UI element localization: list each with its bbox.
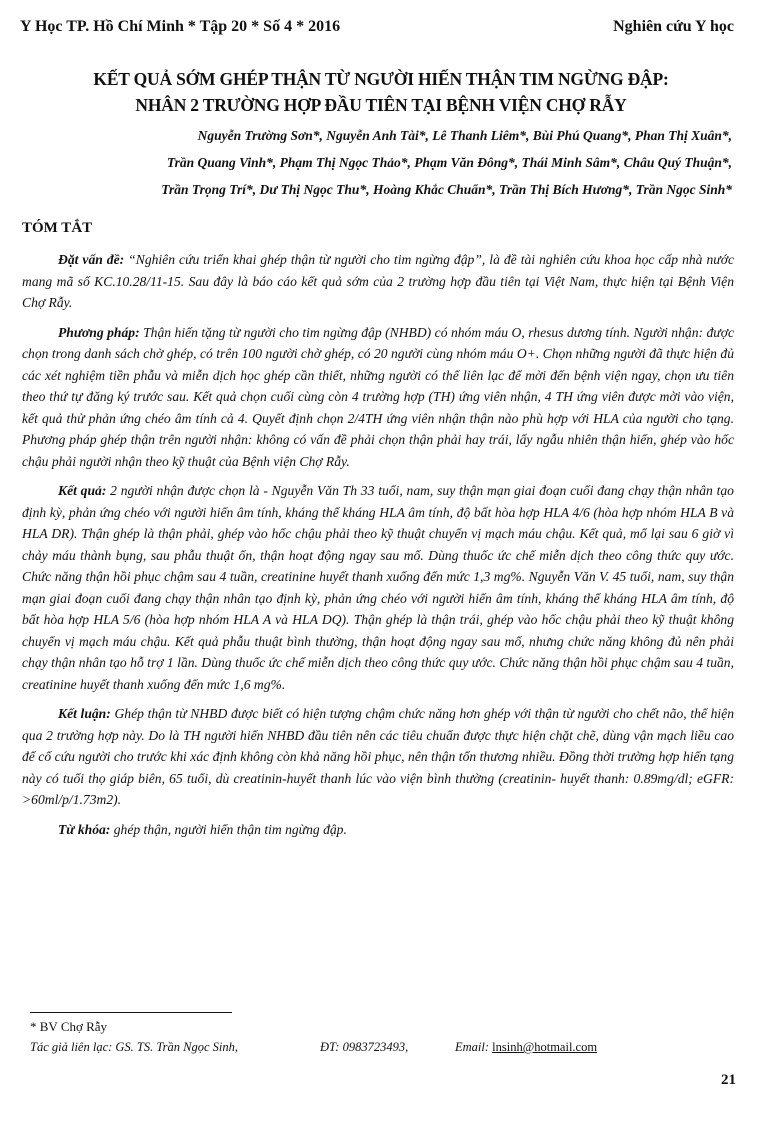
keywords-label: Từ khóa: [58, 821, 111, 837]
email-link[interactable]: lnsinh@hotmail.com [492, 1040, 598, 1054]
author-list [40, 122, 732, 203]
abstract-results [22, 480, 734, 695]
results-text: 2 người nhận được chọn là - Nguyễn Văn Th 33 tuổi, nam, suy thận mạn giai đoạn cuối đang chạy thận nhân tạo định kỳ, phản ứng chéo với người hiến âm tính, kháng thể kháng HLA âm tính, độ bất hòa hợp HLA 4/6 (hòa hợp nhóm HLA B và HLA DR). Thận ghép là thận phải, ghép vào hốc chậu phải theo kỹ thuật chuyển vị mạch máu chậu. Kết quả, mổ lại sau 6 giờ vì chảy máu thành bụng, sau phẫu thuật ổn, thận hoạt động ngay sau mổ. Dùng thuốc ức chế miễn dịch theo công thức quy ước. Chức năng thận hồi phục chậm sau 4 tuần, creatinine huyết thanh xuống đến mức 1,3 mg%. Nguyễn Văn V. 45 tuổi, nam, suy thận mạn giai đoạn cuối đang chạy thận nhân tạo định kỳ, phản ứng chéo với người hiến âm tính, kháng thể kháng HLA âm tính, độ bất hòa hợp HLA 5/6 (hòa hợp nhóm HLA A và HLA DQ). Thận ghép là thận trái, ghép vào hốc chậu phải theo kỹ thuật không chuyển vị mạch máu chậu. Kết quả phẫu thuật bình thường, thận hoạt động ngay sau mổ, nhưng chức năng không đủ nên phải chạy thận nhân tạo hỗ trợ 1 lần. Dùng thuốc ức chế miễn dịch theo công thức quy ước. Chức năng thận hồi phục chậm sau 4 tuần, creatinine huyết thanh xuống đến mức 1,6 mg%. [22, 483, 734, 692]
results-label: Kết quả: [58, 483, 107, 498]
authors-line-3: Trần Trọng Trí*, Dư Thị Ngọc Thu*, Hoàng Khắc Chuẩn*, Trần Thị Bích Hương*, Trần Ngọc Sinh* [161, 182, 732, 197]
authors-line-2: Trần Quang Vinh*, Phạm Thị Ngọc Thảo*, Phạm Văn Đông*, Thái Minh Sâm*, Châu Quý Thuận*, [166, 155, 732, 170]
paper-title [20, 66, 742, 118]
keywords-text: ghép thận, người hiến thận tim ngừng đập. [110, 821, 347, 837]
corresponding-author: Tác giả liên lạc: GS. TS. Trần Ngọc Sinh, [30, 1040, 238, 1054]
abstract-background [22, 249, 734, 314]
abstract-conclusion [22, 703, 734, 811]
background-label: Đặt vấn đề: [58, 252, 125, 267]
journal-citation: Y Học TP. Hồ Chí Minh * Tập 20 * Số 4 * 2016 [20, 18, 341, 35]
title-line-2: NHÂN 2 TRƯỜNG HỢP ĐẦU TIÊN TẠI BỆNH VIỆN CHỢ RẪY [135, 95, 627, 115]
phone-number: ĐT: 0983723493, [320, 1040, 409, 1054]
abstract-keywords [22, 819, 734, 841]
running-header [20, 18, 734, 42]
section-label: Nghiên cứu Y học [613, 18, 734, 35]
conclusion-text: Ghép thận từ NHBD được biết có hiện tượng chậm chức năng hơn ghép với thận từ người cho chết não, thể hiện qua 2 trường hợp này. Do là TH người hiến NHBD đầu tiên nên các tiêu chuẩn được thực hiện chặt chẽ, dùng vận mạch liều cao để cố cứu người cho trước khi xác định không còn khả năng hồi phục, nên thận tổn thương nhiều. Đồng thời trường hợp hiến tạng này có tuổi thọ giáp biên, 65 tuổi, dù creatinin-huyết thanh lúc vào viện bình thường (creatinin- huyết thanh: 0.89mg/dl; eGFR: >60ml/p/1.73m2). [22, 706, 735, 807]
email-label: Email: [455, 1040, 493, 1054]
abstract-heading: TÓM TẮT [22, 220, 93, 236]
abstract-methods [22, 322, 734, 473]
email-block [455, 1040, 597, 1055]
conclusion-label: Kết luận: [58, 706, 111, 721]
affiliation-footnote: * BV Chợ Rẫy [30, 1019, 108, 1034]
methods-label: Phương pháp: [58, 324, 140, 340]
authors-line-1: Nguyễn Trường Sơn*, Nguyễn Anh Tài*, Lê Thanh Liêm*, Bùi Phú Quang*, Phan Thị Xuân*, [197, 128, 732, 143]
background-text: “Nghiên cứu triển khai ghép thận từ người cho tim ngừng đập”, là đề tài nghiên cứu khoa học cấp nhà nước mang mã số KC.10.28/11-15. Sau đây là báo cáo kết quả sớm của 2 trường hợp đầu tiên tại Việt Nam, thực hiện tại Bệnh Viện Chợ Rẫy. [22, 252, 734, 310]
title-line-1: KẾT QUẢ SỚM GHÉP THẬN TỪ NGƯỜI HIẾN THẬN TIM NGỪNG ĐẬP: [93, 69, 669, 89]
footnote-divider [30, 1012, 232, 1013]
abstract-body [22, 249, 735, 848]
methods-text: Thận hiến tặng từ người cho tim ngừng đập (NHBD) có nhóm máu O, rhesus dương tính. Người nhận: được chọn trong danh sách chờ ghép, có trên 100 người chờ ghép, có 20 người cùng nhóm máu O+. Chọn những người đã thực hiện đủ các xét nghiệm tiền phẫu và miễn dịch học ghép cần thiết, những người có thể liên lạc để mời đến bệnh viện ngay, chọn ưu tiên theo thứ tự đăng ký trước sau. Kết quả chọn cuối cùng còn 4 trường hợp (TH) ứng viên nhận, 4 TH ứng viên được mời vào viện, kết quả thử phản ứng chéo âm tính cả 4. Quyết định chọn 2/4TH ứng viên nhận thận nào phù hợp với HLA của người cho tạng. Phương pháp ghép thận trên người nhận: không có vấn đề phải chọn thận phải hay trái, lấy ngẫu nhiên thận hiến, ghép vào hốc chậu phải người nhận theo kỹ thuật của Bệnh viện Chợ Rẫy. [22, 324, 734, 469]
page-number: 21 [721, 1072, 736, 1088]
